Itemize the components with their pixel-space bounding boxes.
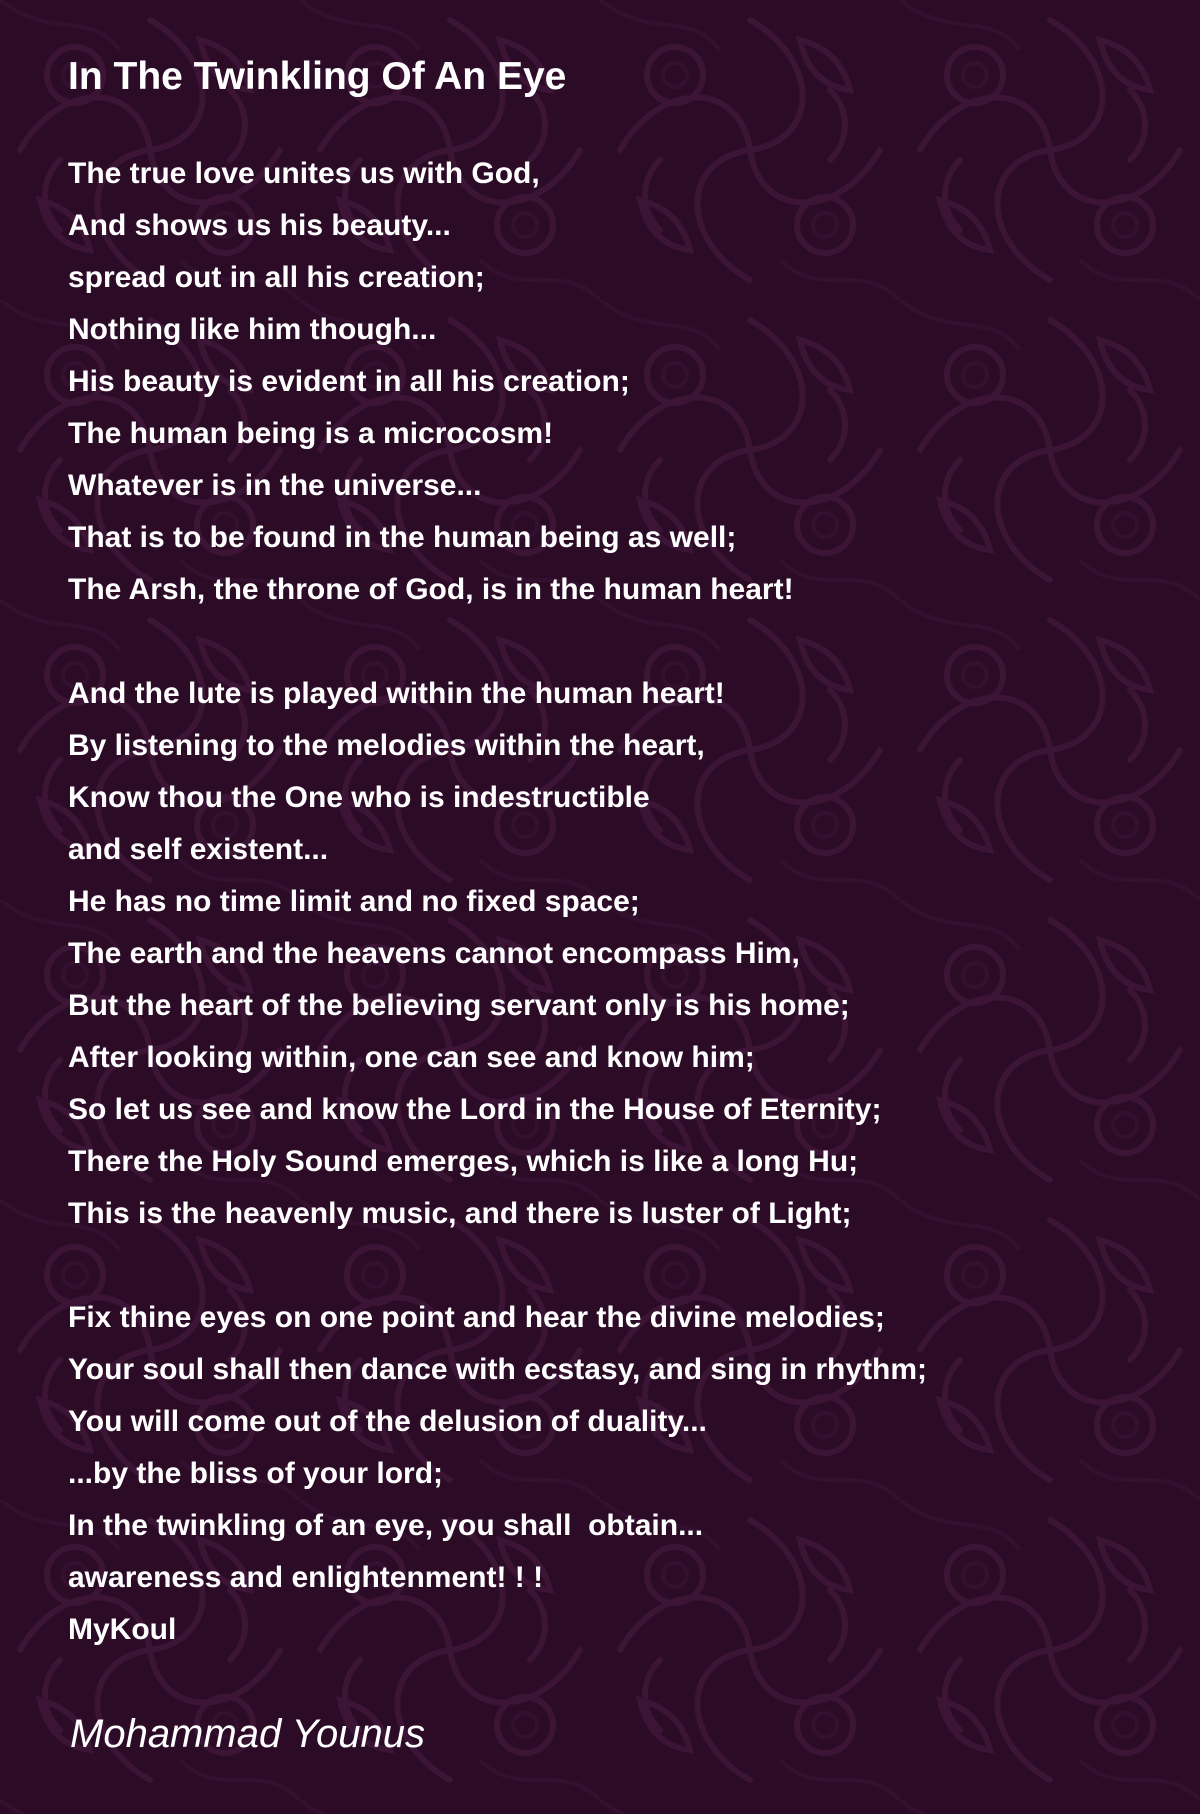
poem-line: awareness and enlightenment! ! ! (68, 1561, 544, 1594)
poem-stanza (68, 1292, 1148, 1656)
poem-line: In the twinkling of an eye, you shall obtain... (68, 1509, 704, 1542)
poem-container (68, 52, 1148, 1656)
poem-line: spread out in all his creation; (68, 261, 485, 294)
poem-line: ...by the bliss of your lord; (68, 1457, 444, 1490)
poem-author: Mohammad Younus (70, 1712, 426, 1756)
poem-line: and self existent... (68, 833, 329, 866)
poem-stanza (68, 668, 1148, 1240)
poem-line: The true love unites us with God, (68, 157, 540, 190)
poem-line: Fix thine eyes on one point and hear the divine melodies; (68, 1301, 885, 1334)
poem-stanza (68, 148, 1148, 616)
poem-line: The human being is a microcosm! (68, 417, 554, 450)
poem-line: And the lute is played within the human heart! (68, 677, 725, 710)
poem-line: That is to be found in the human being as well; (68, 521, 737, 554)
poem-line: After looking within, one can see and know him; (68, 1041, 755, 1074)
poem-line: There the Holy Sound emerges, which is like a long Hu; (68, 1145, 859, 1178)
poem-body (68, 148, 1148, 1656)
poem-line: By listening to the melodies within the heart, (68, 729, 705, 762)
poem-line: So let us see and know the Lord in the House of Eternity; (68, 1093, 882, 1126)
poem-line: The earth and the heavens cannot encompass Him, (68, 937, 800, 970)
poem-line: Nothing like him though... (68, 313, 437, 346)
poem-line: Your soul shall then dance with ecstasy, and sing in rhythm; (68, 1353, 928, 1386)
poem-line: But the heart of the believing servant only is his home; (68, 989, 850, 1022)
poem-line: This is the heavenly music, and there is luster of Light; (68, 1197, 852, 1230)
poem-line: Know thou the One who is indestructible (68, 781, 650, 814)
poem-line: MyKoul (68, 1613, 177, 1646)
poem-title: In The Twinkling Of An Eye (68, 55, 567, 98)
poem-line: And shows us his beauty... (68, 209, 451, 242)
poem-line: He has no time limit and no fixed space; (68, 885, 640, 918)
poem-line: The Arsh, the throne of God, is in the human heart! (68, 573, 794, 606)
poem-line: Whatever is in the universe... (68, 469, 482, 502)
poem-line: You will come out of the delusion of duality... (68, 1405, 707, 1438)
poem-line: His beauty is evident in all his creation; (68, 365, 630, 398)
